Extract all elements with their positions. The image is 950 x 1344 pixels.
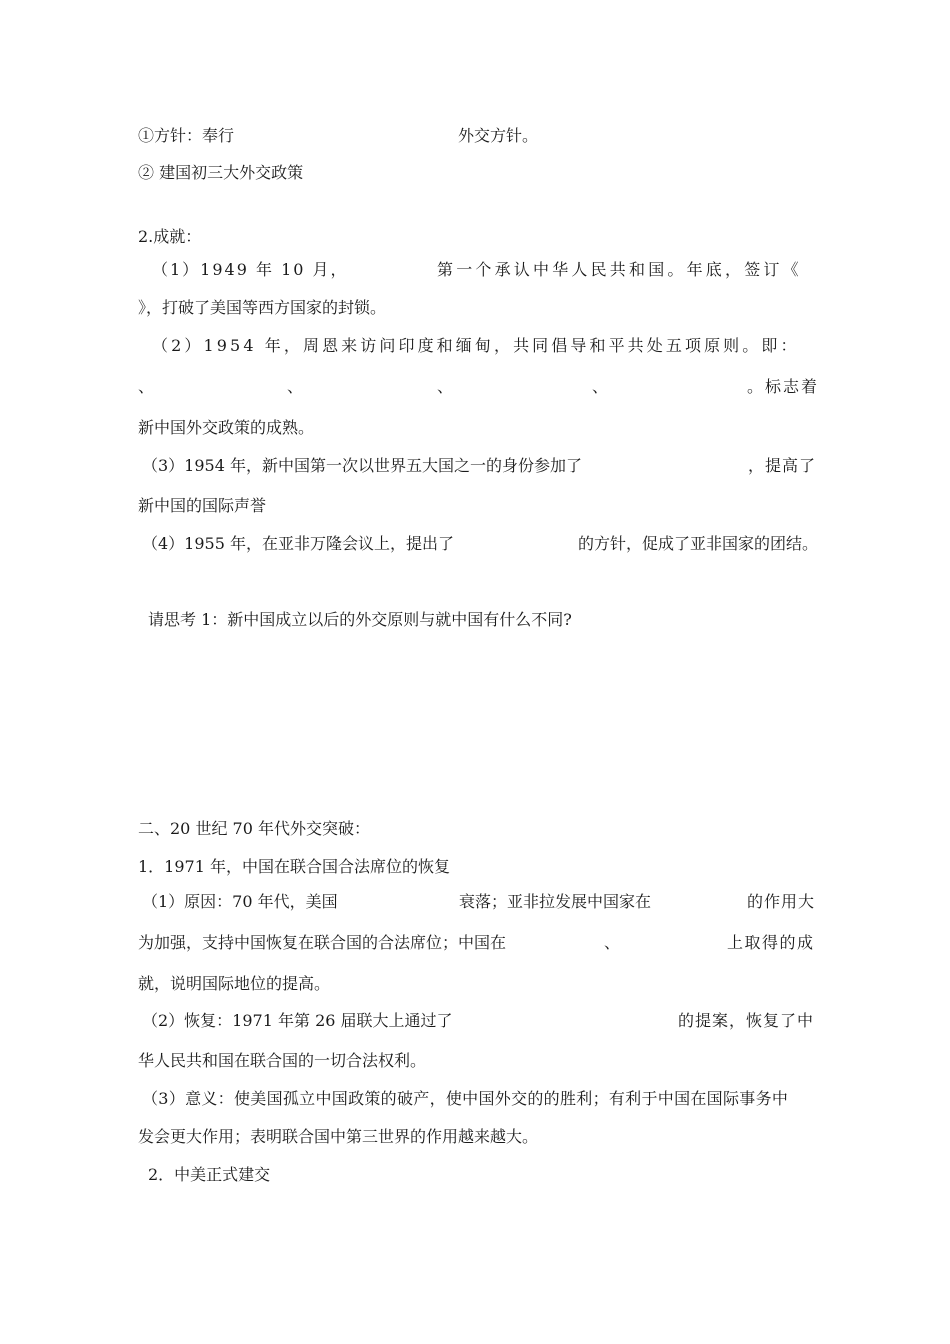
cause-line2-b: 上取得的成 — [727, 933, 815, 952]
item3-part2: ，提高了 — [748, 456, 817, 475]
principle-separator-4: 、 — [592, 377, 609, 396]
item2-line3: 新中国外交政策的成熟。 — [138, 418, 315, 437]
cause-line3: 就，说明国际地位的提高。 — [138, 974, 331, 993]
item4-part2: 的方针，促成了亚非国家的团结。 — [578, 534, 819, 553]
achievements-title: 2.成就： — [138, 227, 202, 246]
principle-separator-3: 、 — [437, 377, 454, 396]
principle-separator-2: 、 — [287, 377, 304, 396]
cause-part2: 衰落；亚非拉发展中国家在 — [459, 892, 652, 911]
restore-part1: （2）恢复：1971 年第 26 届联大上通过了 — [142, 1011, 453, 1030]
item4-part1: （4）1955 年，在亚非万隆会议上，提出了 — [142, 534, 454, 553]
cause-line2-sep: 、 — [604, 933, 621, 952]
item1-part2: 第一个承认中华人民共和国。年底，签订《 — [437, 260, 802, 279]
meaning-line1: （3）意义：使美国孤立中国政策的破产，使中国外交的的胜利；有利于中国在国际事务中 — [142, 1089, 789, 1108]
item1-part1: （1）1949 年 10 月， — [152, 260, 349, 279]
cause-part3: 的作用大 — [747, 892, 816, 911]
cause-line2-a: 为加强，支持中国恢复在联合国的合法席位；中国在 — [138, 933, 507, 952]
item1-part3: 》，打破了美国等西方国家的封锁。 — [138, 298, 387, 317]
item2-line1: （2）1954 年，周恩来访问印度和缅甸，共同倡导和平共处五项原则。即： — [152, 336, 800, 355]
principle-separator-1: 、 — [138, 377, 155, 396]
item3-part1: （3）1954 年，新中国第一次以世界五大国之一的身份参加了 — [142, 456, 582, 475]
restore-line2: 华人民共和国在联合国的一切合法权利。 — [138, 1051, 427, 1070]
section2-title: 二、20 世纪 70 年代外交突破： — [138, 819, 370, 838]
think-question: 请思考 1：新中国成立以后的外交原则与就中国有什么不同? — [148, 610, 572, 629]
three-policies-heading: ② 建国初三大外交政策 — [138, 163, 304, 182]
meaning-line2: 发会更大作用；表明联合国中第三世界的作用越来越大。 — [138, 1127, 539, 1146]
principle-end: 。标志着 — [747, 377, 820, 396]
restore-part2: 的提案，恢复了中 — [678, 1011, 815, 1030]
policy-line-suffix: 外交方针。 — [458, 126, 539, 145]
section2-sub2: 2．中美正式建交 — [148, 1165, 271, 1184]
item3-line2: 新中国的国际声誉 — [138, 496, 267, 515]
cause-part1: （1）原因：70 年代，美国 — [142, 892, 338, 911]
section2-sub1: 1．1971 年，中国在联合国合法席位的恢复 — [138, 857, 450, 876]
policy-line-prefix: ①方针：奉行 — [138, 126, 235, 145]
